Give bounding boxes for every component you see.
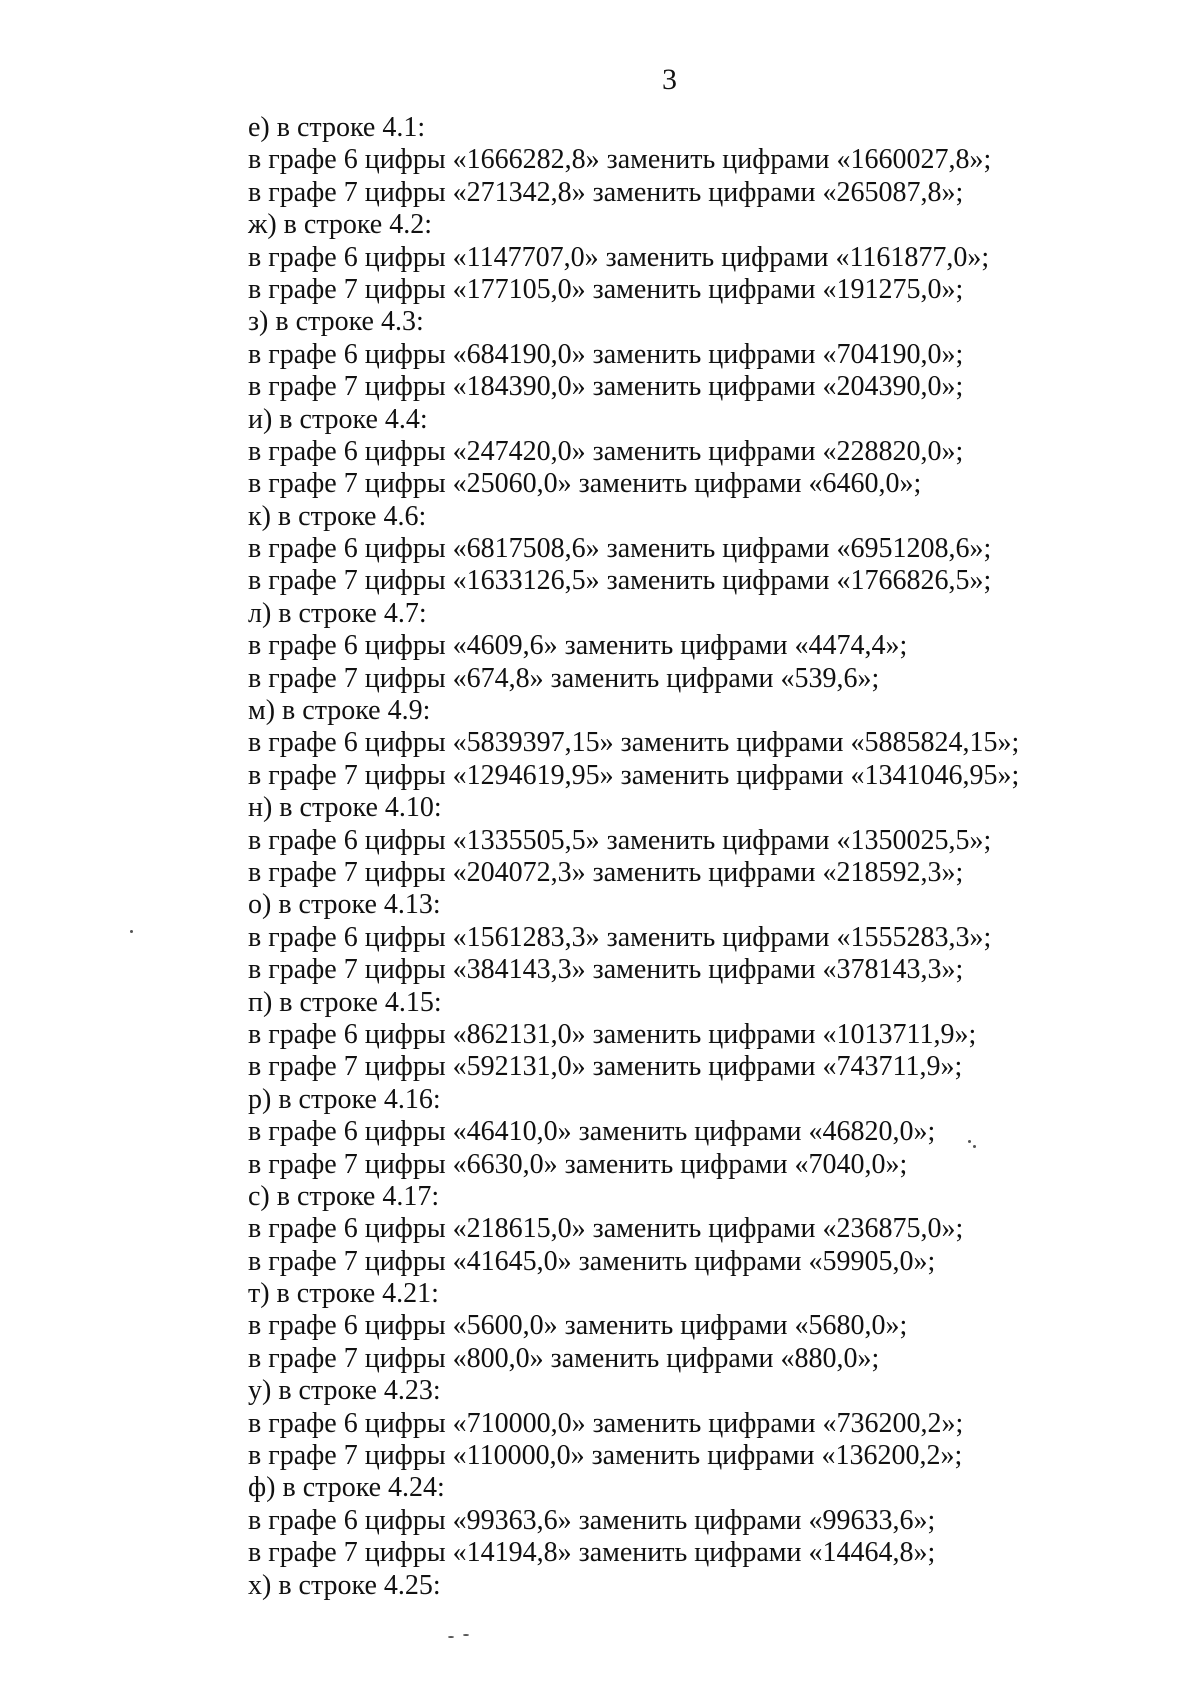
line-column-6: в графе 6 цифры «247420,0» заменить цифрами «228820,0»; bbox=[248, 435, 964, 467]
line-column-7: в графе 7 цифры «14194,8» заменить цифрами «14464,8»; bbox=[248, 1537, 936, 1569]
line-column-6: в графе 6 цифры «1335505,5» заменить цифрами «1350025,5»; bbox=[248, 824, 992, 856]
scan-speck bbox=[448, 1636, 454, 1638]
line-row-heading: е) в строке 4.1: bbox=[248, 112, 426, 143]
line-column-6: в графе 6 цифры «5839397,15» заменить цифрами «5885824,15»; bbox=[248, 727, 1020, 759]
scan-speck bbox=[130, 930, 133, 933]
line-column-7: в графе 7 цифры «25060,0» заменить цифрами «6460,0»; bbox=[248, 468, 922, 500]
line-row-heading: о) в строке 4.13: bbox=[248, 889, 441, 921]
scan-speck bbox=[463, 1634, 469, 1636]
line-column-6: в графе 6 цифры «684190,0» заменить цифрами «704190,0»; bbox=[248, 338, 964, 370]
line-column-6: в графе 6 цифры «4609,6» заменить цифрами «4474,4»; bbox=[248, 630, 908, 662]
line-column-6: в графе 6 цифры «862131,0» заменить цифрами «1013711,9»; bbox=[248, 1018, 977, 1050]
line-row-heading: с) в строке 4.17: bbox=[248, 1180, 440, 1212]
line-column-7: в графе 7 цифры «674,8» заменить цифрами «539,6»; bbox=[248, 662, 880, 694]
line-column-6: в графе 6 цифры «1561283,3» заменить цифрами «1555283,3»; bbox=[248, 921, 992, 953]
line-row-heading: х) в строке 4.25: bbox=[248, 1569, 441, 1601]
line-column-7: в графе 7 цифры «384143,3» заменить цифрами «378143,3»; bbox=[248, 954, 964, 986]
line-column-6: в графе 6 цифры «710000,0» заменить цифрами «736200,2»; bbox=[248, 1407, 964, 1439]
scan-speck bbox=[968, 1140, 971, 1143]
line-row-heading: п) в строке 4.15: bbox=[248, 986, 442, 1018]
line-column-7: в графе 7 цифры «6630,0» заменить цифрами «7040,0»; bbox=[248, 1148, 908, 1180]
line-column-7: в графе 7 цифры «271342,8» заменить цифрами «265087,8»; bbox=[248, 176, 964, 208]
line-row-heading: и) в строке 4.4: bbox=[248, 403, 428, 435]
line-column-7: в графе 7 цифры «177105,0» заменить цифрами «191275,0»; bbox=[248, 273, 964, 305]
line-column-6: в графе 6 цифры «5600,0» заменить цифрами «5680,0»; bbox=[248, 1310, 908, 1342]
line-column-6: в графе 6 цифры «218615,0» заменить цифрами «236875,0»; bbox=[248, 1213, 964, 1245]
line-column-6: в графе 6 цифры «99363,6» заменить цифрами «99633,6»; bbox=[248, 1504, 936, 1536]
line-row-heading: у) в строке 4.23: bbox=[248, 1375, 441, 1407]
line-row-heading: н) в строке 4.10: bbox=[248, 792, 442, 824]
line-column-7: в графе 7 цифры «184390,0» заменить цифрами «204390,0»; bbox=[248, 371, 964, 403]
line-column-7: в графе 7 цифры «1633126,5» заменить цифрами «1766826,5»; bbox=[248, 565, 992, 597]
line-row-heading: ж) в строке 4.2: bbox=[248, 209, 433, 241]
line-column-7: в графе 7 цифры «41645,0» заменить цифрами «59905,0»; bbox=[248, 1245, 936, 1277]
line-column-7: в графе 7 цифры «110000,0» заменить цифрами «136200,2»; bbox=[248, 1440, 963, 1472]
line-row-heading: м) в строке 4.9: bbox=[248, 695, 431, 727]
line-row-heading: з) в строке 4.3: bbox=[248, 306, 424, 338]
scan-speck bbox=[973, 1145, 976, 1148]
amendment-list bbox=[248, 112, 1148, 1602]
line-row-heading: л) в строке 4.7: bbox=[248, 597, 427, 629]
line-column-6: в графе 6 цифры «46410,0» заменить цифрами «46820,0»; bbox=[248, 1116, 936, 1148]
line-row-heading: т) в строке 4.21: bbox=[248, 1278, 439, 1310]
line-row-heading: ф) в строке 4.24: bbox=[248, 1472, 445, 1504]
line-column-7: в графе 7 цифры «1294619,95» заменить цифрами «1341046,95»; bbox=[248, 759, 1020, 791]
line-column-6: в графе 6 цифры «1147707,0» заменить цифрами «1161877,0»; bbox=[248, 241, 990, 273]
line-column-7: в графе 7 цифры «204072,3» заменить цифрами «218592,3»; bbox=[248, 856, 964, 888]
line-row-heading: р) в строке 4.16: bbox=[248, 1083, 441, 1115]
line-column-6: в графе 6 цифры «6817508,6» заменить цифрами «6951208,6»; bbox=[248, 533, 992, 565]
line-column-7: в графе 7 цифры «800,0» заменить цифрами «880,0»; bbox=[248, 1342, 880, 1374]
line-column-6: в графе 6 цифры «1666282,8» заменить цифрами «1660027,8»; bbox=[248, 144, 992, 176]
line-column-7: в графе 7 цифры «592131,0» заменить цифрами «743711,9»; bbox=[248, 1051, 963, 1083]
page-number: 3 bbox=[662, 63, 677, 96]
line-row-heading: к) в строке 4.6: bbox=[248, 500, 427, 532]
